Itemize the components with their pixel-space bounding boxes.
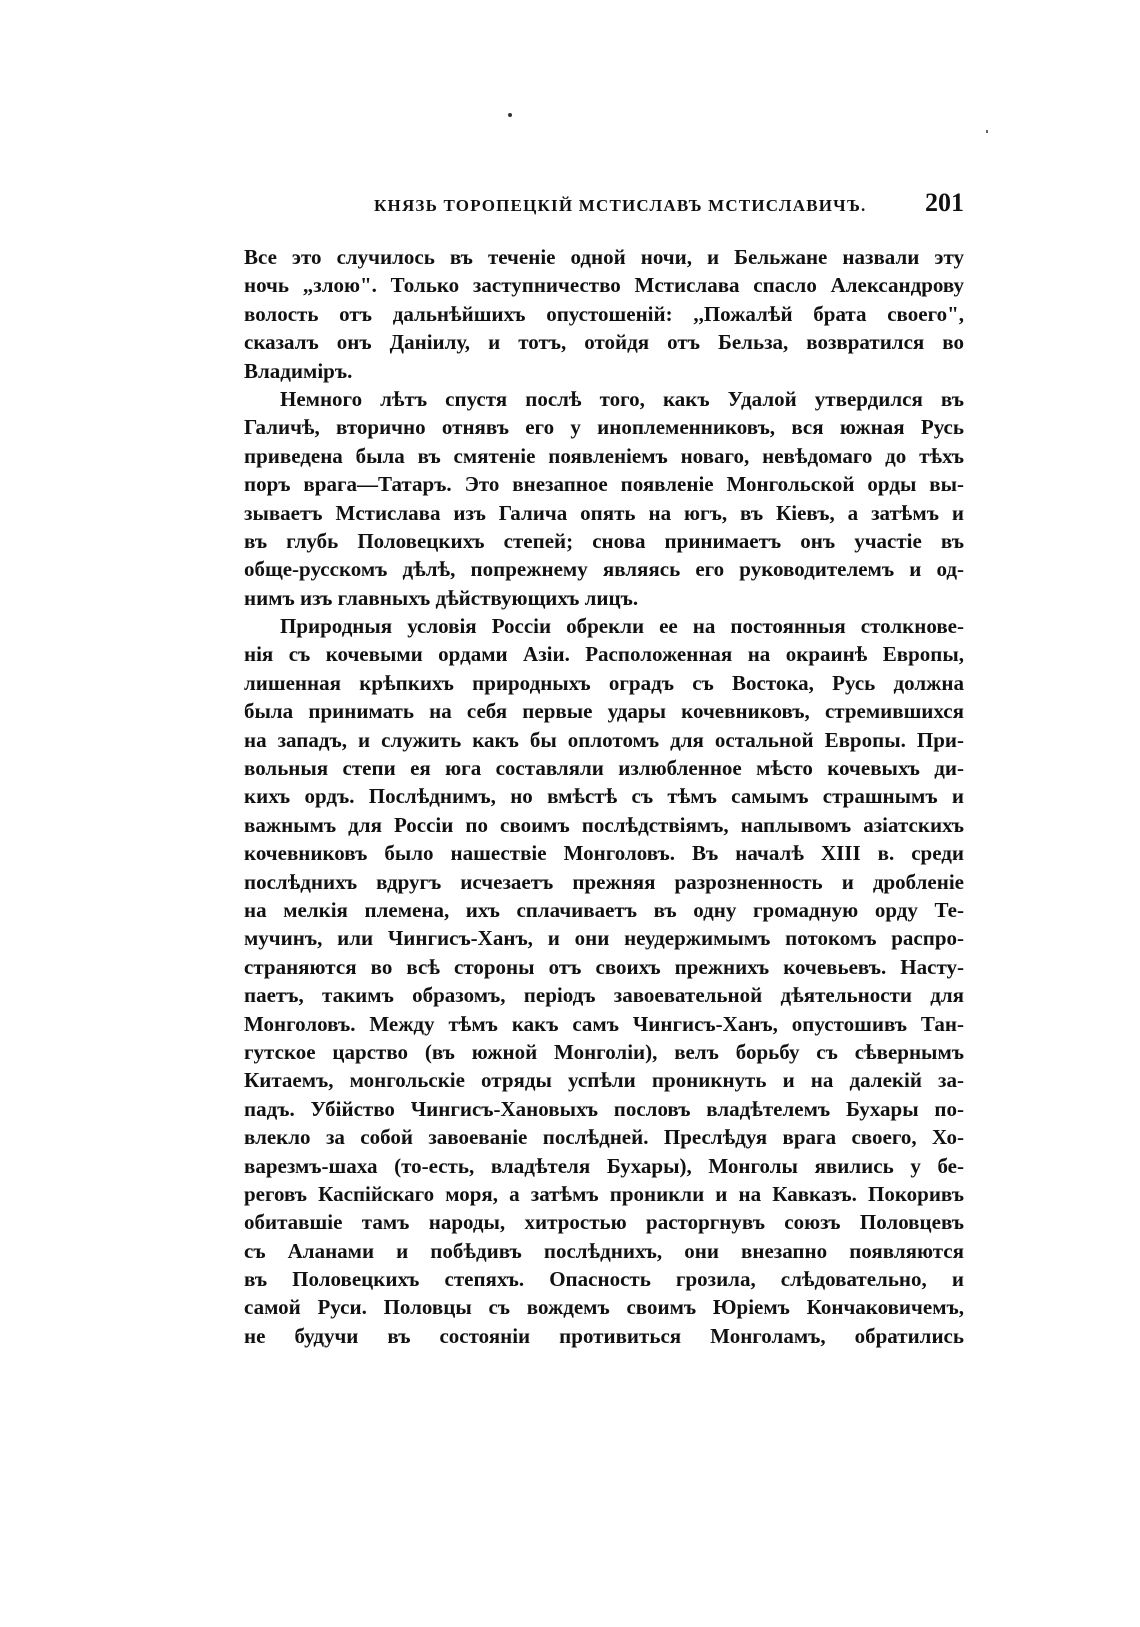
text-line: Монголовъ. Между тѣмъ какъ самъ Чингисъ-Ханъ, опустошивъ Тан- bbox=[244, 1011, 964, 1036]
text-line: варезмъ-шаха (то-есть, владѣтеля Бухары), Монголы явились у бе- bbox=[244, 1153, 964, 1178]
text-line: мучинъ, или Чингисъ-Ханъ, и они неудержимымъ потокомъ распро- bbox=[244, 926, 964, 951]
text-line: важнымъ для Россіи по своимъ послѣдствіямъ, наплывомъ азіатскихъ bbox=[244, 812, 964, 837]
text-line: Китаемъ, монгольскіе отряды успѣли проникнуть и на далекій за- bbox=[244, 1068, 964, 1093]
running-title: КНЯЗЬ ТОРОПЕЦКІЙ МСТИСЛАВЪ МСТИСЛАВИЧЪ. bbox=[374, 196, 867, 215]
text-line: Галичѣ, вторично отнявъ его у иноплеменниковъ, вся южная Русь bbox=[244, 415, 964, 440]
text-line: нія съ кочевыми ордами Азіи. Расположенная на окраинѣ Европы, bbox=[244, 642, 964, 667]
body-text bbox=[244, 243, 964, 1350]
text-line: обитавшіе тамъ народы, хитростью расторгнувъ союзъ Половцевъ bbox=[244, 1210, 964, 1235]
text-line: была принимать на себя первые удары кочевниковъ, стремившихся bbox=[244, 699, 964, 724]
text-line: вольныя степи ея юга составляли излюбленное мѣсто кочевыхъ ди- bbox=[244, 756, 964, 781]
text-line: самой Руси. Половцы съ вождемъ своимъ Юріемъ Кончаковичемъ, bbox=[244, 1295, 964, 1320]
text-line: волость отъ дальнѣйшихъ опустошеній: ,,Пожалѣй брата своего", bbox=[244, 301, 964, 326]
print-speck bbox=[508, 113, 512, 117]
text-line: на мелкія племена, ихъ сплачиваетъ въ одну громадную орду Те- bbox=[244, 897, 964, 922]
text-line: кихъ ордъ. Послѣднимъ, но вмѣстѣ съ тѣмъ самымъ страшнымъ и bbox=[244, 784, 964, 809]
text-line: Все это случилось въ теченіе одной ночи, и Бельжане назвали эту bbox=[244, 245, 964, 269]
text-line: обще-русскомъ дѣлѣ, попрежнему являясь его руководителемъ и од- bbox=[244, 557, 964, 582]
text-line: нимъ изъ главныхъ дѣйствующихъ лицъ. bbox=[244, 585, 639, 610]
text-line: въ глубь Половецкихъ степей; снова принимаетъ онъ участіе въ bbox=[244, 528, 964, 553]
text-line: на западъ, и служить какъ бы оплотомъ для остальной Европы. При- bbox=[244, 727, 964, 752]
text-line: послѣднихъ вдругъ исчезаетъ прежняя разрозненность и дробленіе bbox=[244, 869, 964, 894]
text-line: въ Половецкихъ степяхъ. Опасность грозила, слѣдовательно, и bbox=[244, 1267, 964, 1292]
text-line: падъ. Убійство Чингисъ-Хановыхъ пословъ владѣтелемъ Бухары по- bbox=[244, 1096, 964, 1121]
text-line: ночь „злою". Только заступничество Мстислава спасло Александрову bbox=[244, 273, 964, 298]
text-line: кочевниковъ было нашествіе Монголовъ. Въ началѣ XIII в. среди bbox=[244, 841, 964, 866]
text-line: Владиміръ. bbox=[244, 358, 353, 383]
text-line: не будучи въ состояніи противиться Монголамъ, обратились bbox=[244, 1323, 964, 1348]
text-line: гутское царство (въ южной Монголіи), велъ борьбу съ сѣвернымъ bbox=[244, 1039, 964, 1064]
text-line: зываетъ Мстислава изъ Галича опять на югъ, въ Кіевъ, а затѣмъ и bbox=[244, 500, 964, 525]
text-line: приведена была въ смятеніе появленіемъ новаго, невѣдомаго до тѣхъ bbox=[244, 443, 964, 468]
text-line: съ Аланами и побѣдивъ послѣднихъ, они внезапно появляются bbox=[244, 1238, 964, 1263]
text-line: лишенная крѣпкихъ природныхъ оградъ съ Востока, Русь должна bbox=[244, 670, 964, 695]
page-number: 201 bbox=[925, 188, 964, 217]
page-header bbox=[244, 188, 964, 222]
text-line: поръ врага—Татаръ. Это внезапное появленіе Монгольской орды вы- bbox=[244, 472, 964, 497]
text-line: влекло за собой завоеваніе послѣдней. Преслѣдуя врага своего, Хо- bbox=[244, 1125, 964, 1150]
text-line: сказалъ онъ Даніилу, и тотъ, отойдя отъ Бельза, возвратился во bbox=[244, 330, 964, 355]
print-speck bbox=[986, 130, 988, 133]
text-line: Немного лѣтъ спустя послѣ того, какъ Удалой утвердился въ bbox=[280, 386, 964, 411]
text-line: Природныя условія Россіи обрекли ее на постоянныя столкнове- bbox=[280, 614, 964, 639]
text-line: страняются во всѣ стороны отъ своихъ прежнихъ кочевьевъ. Насту- bbox=[244, 954, 964, 979]
text-line: реговъ Каспійскаго моря, а затѣмъ проникли и на Кавказъ. Покоривъ bbox=[244, 1181, 964, 1206]
text-line: паетъ, такимъ образомъ, періодъ завоевательной дѣятельности для bbox=[244, 983, 964, 1008]
